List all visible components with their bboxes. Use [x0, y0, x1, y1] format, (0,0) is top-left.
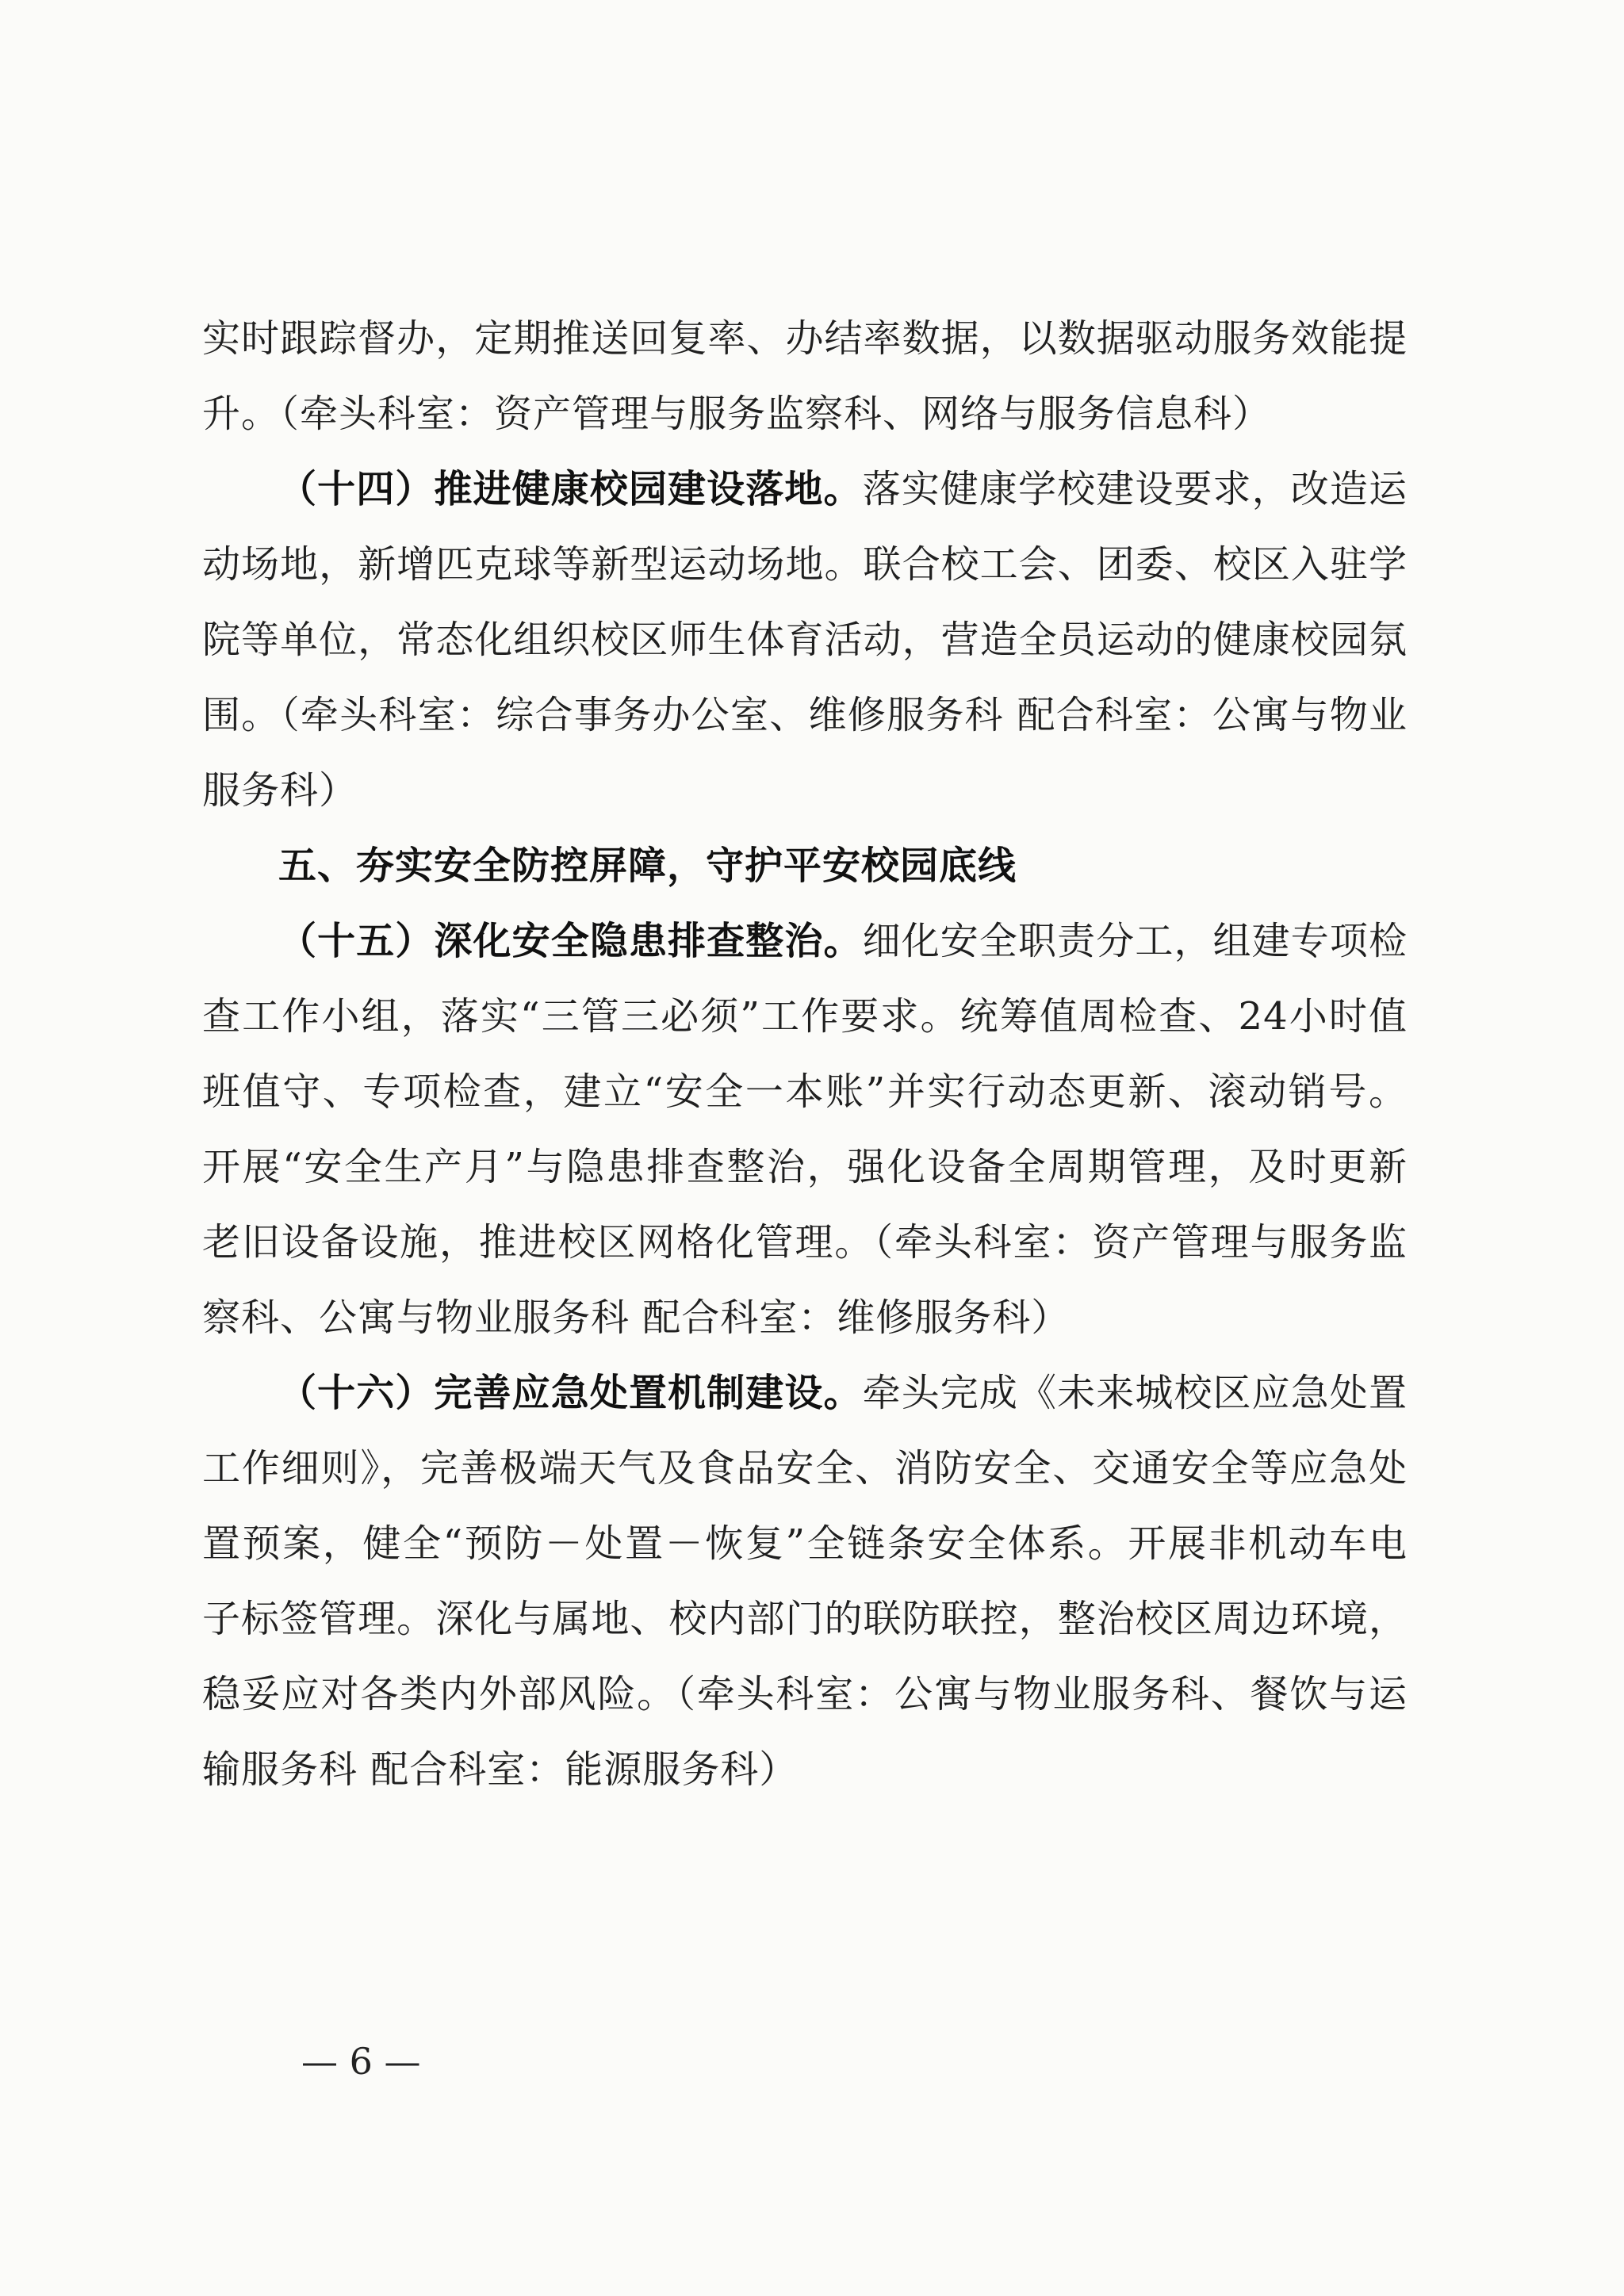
paragraph-continued: 实时跟踪督办，定期推送回复率、办结率数据，以数据驱动服务效能提升。（牵头科室：资产管理与服务监察科、网络与服务信息科）	[202, 316, 1408, 436]
document-body	[202, 301, 1408, 1808]
paragraph-15-body: 细化安全职责分工，组建专项检查工作小组，落实“三管三必须”工作要求。统筹值周检查、24小时值班值守、专项检查，建立“安全一本账”并实行动态更新、滚动销号。开展“安全生产月”与隐患排查整治，强化设备全周期管理，及时更新老旧设备设施，推进校区网格化管理。（牵头科室：资产管理与服务监察科、公寓与物业服务科 配合科室：维修服务科）	[202, 919, 1408, 1340]
paragraph-16	[202, 1356, 1408, 1808]
paragraph-15	[202, 904, 1408, 1356]
paragraph-14-body: 落实健康学校建设要求，改造运动场地，新增匹克球等新型运动场地。联合校工会、团委、校区入驻学院等单位，常态化组织校区师生体育活动，营造全员运动的健康校园氛围。（牵头科室：综合事务办公室、维修服务科 配合科室：公寓与物业服务科）	[202, 467, 1408, 813]
paragraph-14-lead: （十四）推进健康校园建设落地。	[278, 467, 863, 511]
paragraph-14	[202, 452, 1408, 828]
page-number: — 6 —	[301, 2040, 421, 2083]
paragraph-16-body: 牵头完成《未来城校区应急处置工作细则》，完善极端天气及食品安全、消防安全、交通安全等应急处置预案，健全“预防－处置－恢复”全链条安全体系。开展非机动车电子标签管理。深化与属地、校内部门的联防联控，整治校区周边环境，稳妥应对各类内外部风险。（牵头科室：公寓与物业服务科、餐饮与运输服务科 配合科室：能源服务科）	[202, 1371, 1408, 1792]
paragraph-16-lead: （十六）完善应急处置机制建设。	[278, 1371, 863, 1415]
section-heading-5: 五、夯实安全防控屏障，守护平安校园底线	[278, 844, 1017, 888]
paragraph-15-lead: （十五）深化安全隐患排查整治。	[278, 919, 863, 963]
